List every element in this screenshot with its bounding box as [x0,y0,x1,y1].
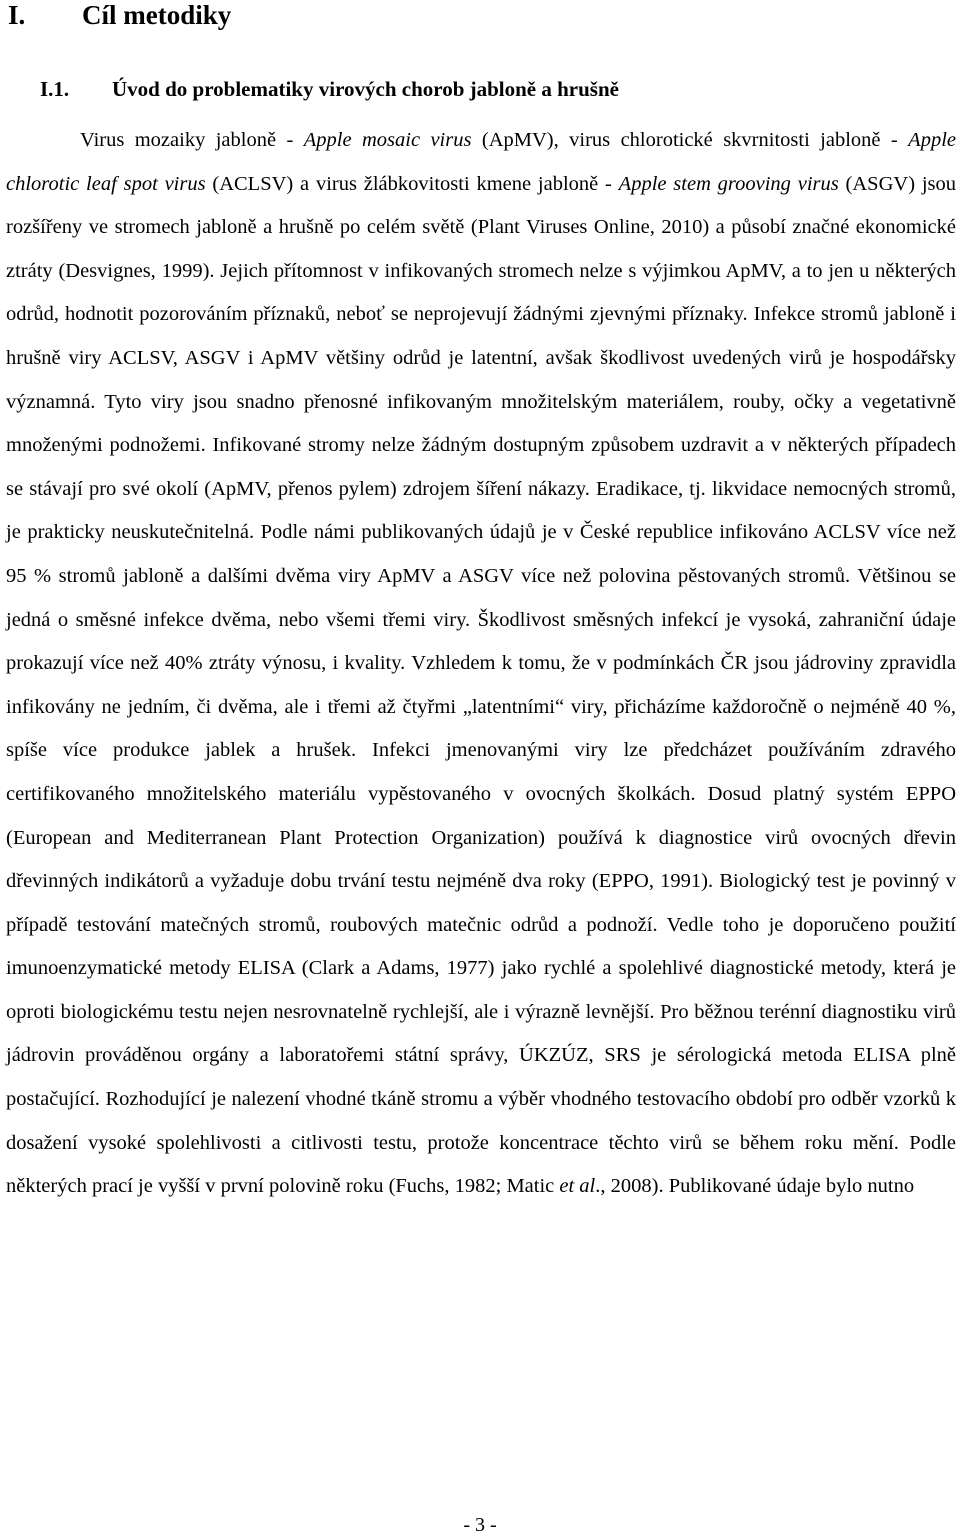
text-run-italic: et al [559,1175,596,1198]
section-heading [40,75,619,103]
text-run: (ACLSV) a virus žlábkovitosti kmene jabloně - [205,172,619,195]
text-run: ., 2008). Publikované údaje bylo nutno [595,1175,915,1198]
text-run-italic: Apple stem grooving virus [618,172,839,195]
chapter-heading [8,0,231,33]
section-number: I.1. [40,77,70,101]
text-run: (ASGV) jsou rozšířeny ve stromech jabloně a hrušně po celém světě (Plant Viruses Online, 2010) a působí značné ekonomické ztráty (Desvignes, 1999). Jejich přítomnost v infikovaných stromech nelze s výjimkou ApMV, a to jen u některých odrůd, hodnotit pozorováním příznaků, neboť se neprojevují žádnými zjevnými příznaky. Infekce stromů jabloně i hrušně viry ACLSV, ASGV i ApMV většiny odrůd je latentní, avšak škodlivost uvedených virů je hospodářsky významná. Tyto viry jsou snadno přenosné infikovaným množitelským materiálem, rouby, očky a vegetativně množenými podnožemi. Infikované stromy nelze žádným dostupným způsobem uzdravit a v některých případech se stávají pro své okolí (ApMV, přenos pylem) zdrojem šíření nákazy. Eradikace, tj. likvidace nemocných stromů, je prakticky neuskutečnitelná. Podle námi publikovaných údajů je v České republice infikováno ACLSV více než 95 % stromů jabloně a dalšími dvěma viry ApMV a ASGV více než polovina pěstovaných stromů. Většinou se jedná o směsné infekce dvěma, nebo všemi třemi viry. Škodlivost směsných infekcí je vysoká, zahraniční údaje prokazují více než 40% ztráty výnosu, i kvality. Vzhledem k tomu, že v podmínkách ČR jsou jádroviny zpravidla infikovány ne jedním, či dvěma, ale i třemi až čtyřmi „latentními“ viry, přicházíme každoročně o nejméně 40 %, spíše více produkce jablek a hrušek. Infekci jmenovanými viry lze předcházet používáním zdravého certifikovaného množitelského materiálu vypěstovaného v ovocných školkách. Dosud platný systém EPPO (European and Mediterranean Plant Protection Organization) používá k diagnostice virů ovocných dřevin dřevinných indikátorů a vyžaduje dobu trvání testu nejméně dva roky (EPPO, 1991). Biologický test je povinný v případě testování matečných stromů, roubových matečnic odrůd a podnoží. Vedle toho je doporučeno použití imunoenzymatické metody ELISA (Clark a Adams, 1977) jako rychlé a spolehlivé diagnostické metody, která je oproti biologickému testu nejen nesrovnatelně rychlejší, ale i výrazně levnější. Pro běžnou terénní diagnostiku virů jádrovin prováděnou orgány a laboratořemi státní správy, ÚKZÚZ, SRS je sérologická metoda ELISA plně postačující. Rozhodující je nalezení vhodné tkáně stromu a výběr vhodného testovacího období pro odběr vzorků k dosažení vysoké spolehlivosti a citlivosti testu, protože koncentrace těchto virů se během roku mění. Podle některých prací je vyšší v první polovině roku (Fuchs, 1982; Matic [6,172,956,1198]
text-run-italic: Apple mosaic virus [303,129,472,151]
text-run-italic: Apple chlorotic leaf spot virus [6,129,956,195]
chapter-title: Cíl metodiky [82,0,232,30]
body-paragraph [6,119,956,1209]
text-run: (ApMV), virus chlorotické skvrnitosti jabloně - [471,129,909,151]
section-title: Úvod do problematiky virových chorob jabloně a hrušně [112,77,619,101]
chapter-number: I. [8,0,26,30]
text-run: Virus mozaiky jabloně - [80,129,304,151]
page-number: - 3 - [463,1514,497,1536]
